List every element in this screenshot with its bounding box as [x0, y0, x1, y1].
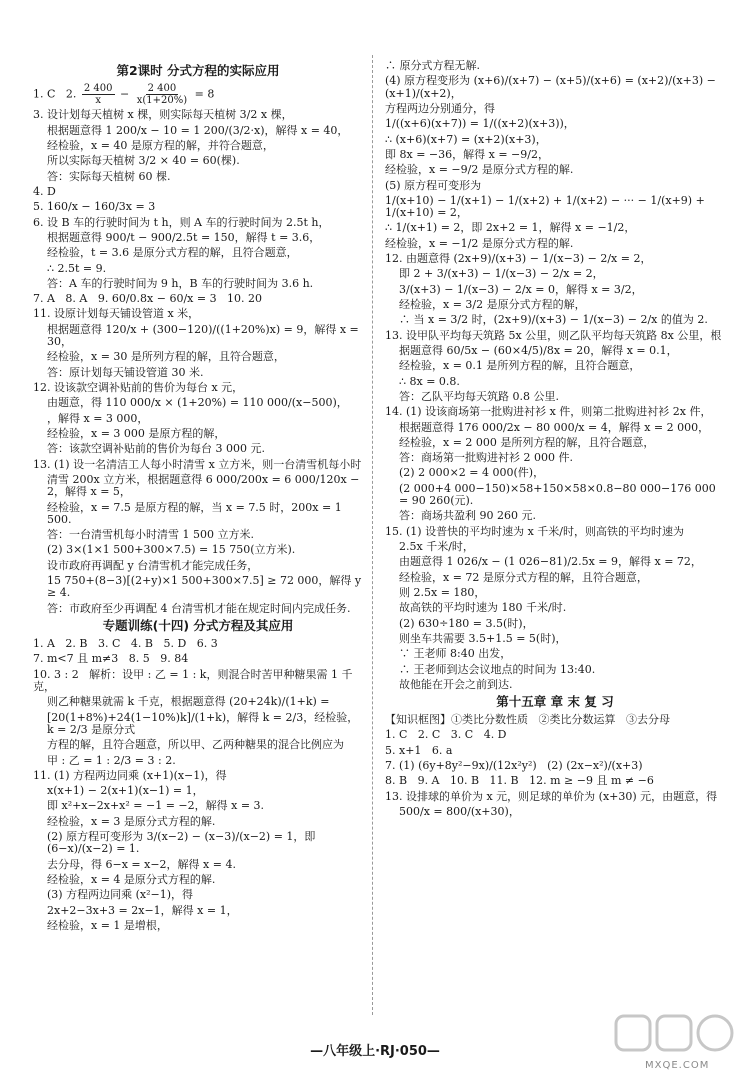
answer-line: 答：商场共盈利 90 260 元. [399, 509, 536, 523]
answer-line: 1. C 2. $\frac{2 400}{x}$ − $\frac{2 400}{x(1+20\%)}$ = 8 [33, 83, 215, 107]
answer-line: 15. (1) 设普快的平均时速为 x 千米/时，则高铁的平均时速为 [385, 524, 684, 538]
answer-line: 13. (1) 设一名清洁工人每小时清雪 x 立方米，则一台清雪机每小时 [33, 457, 362, 471]
answer-line: 2.5x 千米/时， [399, 540, 474, 553]
answer-line: 7. m<7 且 m≠3 8. 5 9. 84 [33, 652, 189, 666]
answer-line: 3. 设计划每天植树 x 棵，则实际每天植树 3/2 x 棵， [33, 108, 293, 122]
answer-line: (4) 原方程变形为 (x+6)/(x+7) − (x+5)/(x+6) = (x+2)/(x+3) − (x+1)/(x+2)， [385, 74, 720, 100]
answer-line: 经检验，x = 3 是原分式方程的解. [47, 814, 216, 828]
answer-line: 答：原计划每天铺设管道 30 米. [47, 365, 204, 379]
answer-line: ∴ 王老师到达会议地点的时间为 13:40. [399, 662, 596, 676]
answer-line: 由题意，得 110 000/x × (1+20%) = 110 000/(x−500)， [47, 396, 348, 410]
section-title: 第十五章 章 末 复 习 [496, 694, 614, 710]
answer-tail: = 8 [191, 87, 215, 101]
answer-line: (2) 2 000×2 = 4 000(件)， [399, 466, 545, 480]
answer-line: 清雪 200x 立方米，根据题意得 6 000/200x = 6 000/120x − 2，解得 x = 5， [47, 472, 363, 499]
fraction [82, 83, 115, 106]
right-column [385, 60, 725, 821]
answer-line: 答：实际每天植树 60 棵. [47, 169, 171, 183]
answer-line: 经检验，x = 72 是原分式方程的解，且符合题意， [399, 570, 648, 584]
answer-line: 经检验，x = 30 是所列方程的解，且符合题意， [47, 350, 285, 364]
answer-line: 答：A 车的行驶时间为 9 h，B 车的行驶时间为 3.6 h. [47, 276, 314, 290]
answer-line: 即 2 + 3/(x+3) − 1/(x−3) − 2/x = 2， [399, 267, 604, 281]
answer-line: 5. 160/x − 160/3x = 3 [33, 200, 156, 214]
fraction-numerator: 2 400 [147, 83, 177, 94]
answer-line: 经检验，x = 7.5 是原方程的解，当 x = 7.5 时，200x = 1 500. [47, 500, 346, 526]
answer-line: 经检验，x = 2 000 是所列方程的解，且符合题意， [399, 435, 655, 449]
answer-line: ∴ 原分式方程无解. [385, 59, 480, 72]
section-title: 第2课时 分式方程的实际应用 [116, 63, 280, 78]
answer-line: 答：商场第一批购进衬衫 2 000 件. [399, 451, 573, 465]
answer-line: 根据题意得 176 000/2x − 80 000/x = 4，解得 x = 2 000， [399, 420, 710, 434]
answer-line: 500/x = 800/(x+30)， [399, 805, 520, 818]
fraction [135, 83, 189, 106]
answer-line: 5. x+1 6. a [385, 743, 453, 757]
answer-line: 经检验，x = 1 是增根， [47, 918, 168, 932]
answer-line: 11. 设原计划每天铺设管道 x 米， [33, 307, 200, 321]
answer-line: 【知识框图】①类比分数性质 ②类比分数运算 ③去分母 [385, 713, 670, 727]
answer-line: (2) 630÷180 = 3.5(时)， [399, 616, 534, 630]
answer-line: 去分母，得 6−x = x−2，解得 x = 4. [47, 857, 236, 871]
answer-line: 12. 由题意得 (2x+9)/(x+3) − 1/(x−3) − 2/x = 2， [385, 252, 652, 266]
answer-line: (2) 3×(1×1 500+300×7.5) = 15 750(立方米). [47, 543, 296, 557]
answer-line: ，解得 x = 3 000， [47, 411, 149, 425]
answer-line: 14. (1) 设该商场第一批购进衬衫 x 件，则第二批购进衬衫 2x 件， [385, 405, 712, 419]
answer-line: 3/(x+3) − 1/(x−3) − 2/x = 0，解得 x = 3/2， [399, 282, 643, 296]
answer-line: 则 2.5x = 180， [399, 585, 486, 599]
answer-line: 1/(x+10) − 1/(x+1) − 1/(x+2) + 1/(x+2) − ··· − 1/(x+9) + 1/(x+10) = 2， [385, 193, 709, 220]
answer-line: (5) 原方程可变形为 [385, 178, 482, 192]
answer-line: 由题意得 1 026/x − (1 026−81)/2.5x = 9，解得 x = 72， [399, 555, 702, 569]
answer-line: 11. (1) 方程两边同乘 (x+1)(x−1)，得 [33, 768, 227, 782]
answer-line: 答：一台清雪机每小时清雪 1 500 立方米. [47, 528, 254, 542]
answer-line: [20(1+8%)+24(1−10%)k]/(1+k)，解得 k = 2/3，经检验，k = 2/3 是原分式 [47, 710, 359, 736]
fraction-denominator: x(1+20%) [136, 95, 188, 107]
answer-line: 13. 设排球的单价为 x 元，则足球的单价为 (x+30) 元，由题意，得 [385, 789, 718, 803]
answer-line: 故他能在开会之前到达. [399, 677, 513, 691]
answer-line: 8. B 9. A 10. B 11. B 12. m ≥ −9 且 m ≠ −6 [385, 774, 654, 788]
answer-line: 经检验，x = 0.1 是所列方程的解，且符合题意， [399, 359, 641, 373]
answer-line: ∴ 当 x = 3/2 时，(2x+9)/(x+3) − 1/(x−3) − 2/x 的值为 2. [399, 313, 708, 327]
answer-line: 1/((x+6)(x+7)) = 1/((x+2)(x+3))， [385, 117, 575, 131]
column-divider [372, 55, 373, 1015]
answer-line: 经检验，x = −9/2 是原分式方程的解. [385, 163, 574, 177]
answer-line: ∴ 8x = 0.8. [399, 374, 460, 388]
answer-line: 7. (1) (6y+8y²−9x)/(12x²y²) (2) (2x−x²)/(x+3) [385, 759, 643, 773]
left-column [33, 60, 363, 935]
answer-line: 2x+2−3x+3 = 2x−1，解得 x = 1， [47, 903, 238, 917]
answer-line: (2 000+4 000−150)×58+150×58×0.8−80 000−176 000 = 90 260(元). [399, 481, 720, 508]
answer-line: 答：市政府至少再调配 4 台清雪机才能在规定时间内完成任务. [47, 601, 351, 615]
answer-line: 故高铁的平均时速为 180 千米/时. [399, 601, 567, 615]
answer-line: 13. 设甲队平均每天筑路 5x 公里，则乙队平均每天筑路 8x 公里，根 [385, 328, 722, 342]
answer-line: 经检验，x = 3 000 是原方程的解， [47, 426, 226, 440]
answer-line: 经检验，x = 40 是原方程的解，并符合题意， [47, 139, 274, 152]
answer-line: 答：乙队平均每天筑路 0.8 公里. [399, 389, 559, 403]
section-title: 专题训练(十四) 分式方程及其应用 [102, 618, 294, 633]
answer-line: (3) 方程两边同乘 (x²−1)，得 [47, 888, 193, 902]
page-footer: —八年级上·RJ·050— [310, 1044, 440, 1059]
answer-line: 1. A 2. B 3. C 4. B 5. D 6. 3 [33, 637, 218, 650]
answer-line: 答：该款空调补贴前的售价为每台 3 000 元. [47, 442, 265, 456]
answer-line: 6. 设 B 车的行驶时间为 t h，则 A 车的行驶时间为 2.5t h， [33, 215, 330, 229]
watermark-text: MXQE.COM [645, 1060, 710, 1071]
answer-line: 经检验，x = −1/2 是原分式方程的解. [385, 236, 574, 250]
answer-line: 10. 3 : 2 解析：设甲 : 乙 = 1 : k，则混合时苦甲种糖果需 1 千克， [33, 667, 353, 693]
answer-line: ∵ 王老师 8:40 出发， [399, 647, 512, 661]
answer-line: 即 8x = −36，解得 x = −9/2， [385, 147, 549, 161]
answer-line: 据题意得 60/5x − (60×4/5)/8x = 20，解得 x = 0.1， [399, 343, 678, 357]
answer-line: 4. D [33, 184, 56, 198]
answer-line: 经检验，t = 3.6 是原分式方程的解，且符合题意， [47, 246, 298, 260]
answer-line: (2) 原方程可变形为 3/(x−2) − (x−3)/(x−2) = 1，即 (6−x)/(x−2) = 1. [47, 830, 319, 856]
answer-line: 经检验，x = 3/2 是原分式方程的解， [399, 298, 586, 311]
answer-line: 甲 : 乙 = 1 : 2/3 = 3 : 2. [47, 753, 176, 767]
answer-line: 方程两边分别通分，得 [385, 101, 495, 115]
answer-line: 根据题意得 900/t − 900/2.5t = 150，解得 t = 3.6， [47, 230, 321, 244]
answer-line: 12. 设该款空调补贴前的售价为每台 x 元， [33, 381, 244, 394]
answer-line: 则坐车共需要 3.5+1.5 = 5(时)， [399, 631, 567, 645]
answer-line: 设市政府再调配 y 台清雪机才能完成任务， [47, 558, 259, 572]
answer-line: ∴ (x+6)(x+7) = (x+2)(x+3)， [385, 132, 547, 146]
answer-text: 1. C 2. [33, 87, 80, 101]
answer-line: 1. C 2. C 3. C 4. D [385, 728, 507, 742]
answer-line: ∴ 2.5t = 9. [47, 261, 107, 275]
answer-line: 7. A 8. A 9. 60/0.8x − 60/x = 3 10. 20 [33, 292, 263, 306]
answer-line: x(x+1) − 2(x+1)(x−1) = 1， [47, 784, 204, 798]
answer-line: 则乙种糖果就需 k 千克，根据题意得 (20+24k)/(1+k) = [47, 695, 330, 709]
answer-line: 即 x²+x−2x+x² = −1 = −2，解得 x = 3. [47, 799, 265, 813]
answer-line: 方程的解，且符合题意，所以甲、乙两种糖果的混合比例应为 [47, 738, 344, 752]
fraction-numerator: 2 400 [83, 83, 113, 94]
answer-line: 所以实际每天植树 3/2 × 40 = 60(棵). [47, 154, 240, 168]
fraction-denominator: x [95, 95, 102, 107]
answer-line: 根据题意得 1 200/x − 10 = 1 200/(3/2·x)，解得 x = 40， [47, 123, 349, 137]
answer-line: 15 750+(8−3)[(2+y)×1 500+300×7.5] ≥ 72 000，解得 y ≥ 4. [47, 574, 365, 600]
answer-line: ∴ 1/(x+1) = 2，即 2x+2 = 1，解得 x = −1/2， [385, 221, 636, 235]
answer-line: 根据题意得 120/x + (300−120)/((1+20%)x) = 9，解得 x = 30， [47, 322, 363, 349]
answer-line: 经检验，x = 4 是原分式方程的解. [47, 873, 216, 886]
